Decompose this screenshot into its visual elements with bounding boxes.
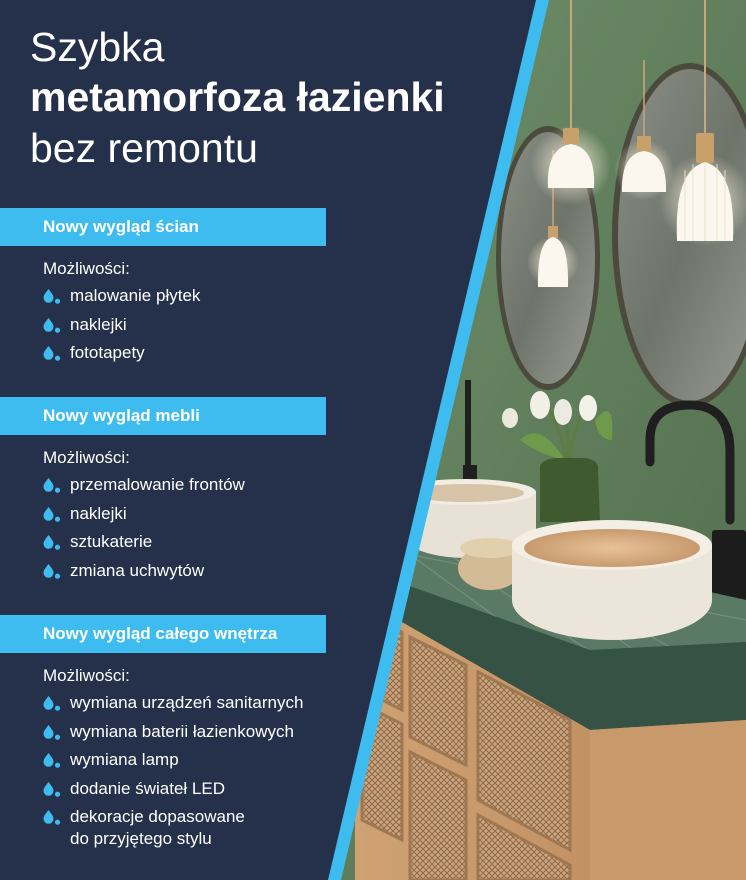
section-interior-options-label: Możliwości: [43, 666, 130, 685]
list-item: fototapety [43, 342, 200, 371]
section-interior-list [43, 692, 303, 856]
water-drops-icon [43, 809, 61, 826]
list-item: dodanie świateł LED [43, 778, 303, 807]
list-item: przemalowanie frontów [43, 474, 245, 503]
water-drops-icon [43, 288, 61, 305]
list-item: naklejki [43, 503, 245, 532]
section-furniture-options-label: Możliwości: [43, 448, 130, 467]
section-walls-heading: Nowy wygląd ścian [43, 217, 199, 236]
section-furniture-band [0, 397, 326, 435]
water-drops-icon [43, 752, 61, 769]
list-item: wymiana urządzeń sanitarnych [43, 692, 303, 721]
section-walls-band [0, 208, 326, 246]
water-drops-icon [43, 695, 61, 712]
list-item: wymiana baterii łazienkowych [43, 721, 303, 750]
headline-line-3: bez remontu [30, 125, 258, 171]
section-furniture-heading: Nowy wygląd mebli [43, 406, 200, 425]
water-drops-icon [43, 477, 61, 494]
list-item: sztukaterie [43, 531, 245, 560]
section-walls-list [43, 285, 200, 371]
section-furniture-list [43, 474, 245, 588]
headline-line-2: metamorfoza łazienki [30, 74, 445, 120]
list-item: zmiana uchwytów [43, 560, 245, 589]
list-item: naklejki [43, 314, 200, 343]
water-drops-icon [43, 506, 61, 523]
water-drops-icon [43, 317, 61, 334]
water-drops-icon [43, 563, 61, 580]
section-interior-band [0, 615, 326, 653]
list-item: dekoracje dopasowane do przyjętego stylu [43, 806, 303, 856]
water-drops-icon [43, 781, 61, 798]
water-drops-icon [43, 534, 61, 551]
section-walls-options-label: Możliwości: [43, 259, 130, 278]
headline-line-1: Szybka [30, 24, 165, 70]
water-drops-icon [43, 345, 61, 362]
water-drops-icon [43, 724, 61, 741]
list-item: wymiana lamp [43, 749, 303, 778]
list-item: malowanie płytek [43, 285, 200, 314]
section-interior-heading: Nowy wygląd całego wnętrza [43, 624, 278, 643]
